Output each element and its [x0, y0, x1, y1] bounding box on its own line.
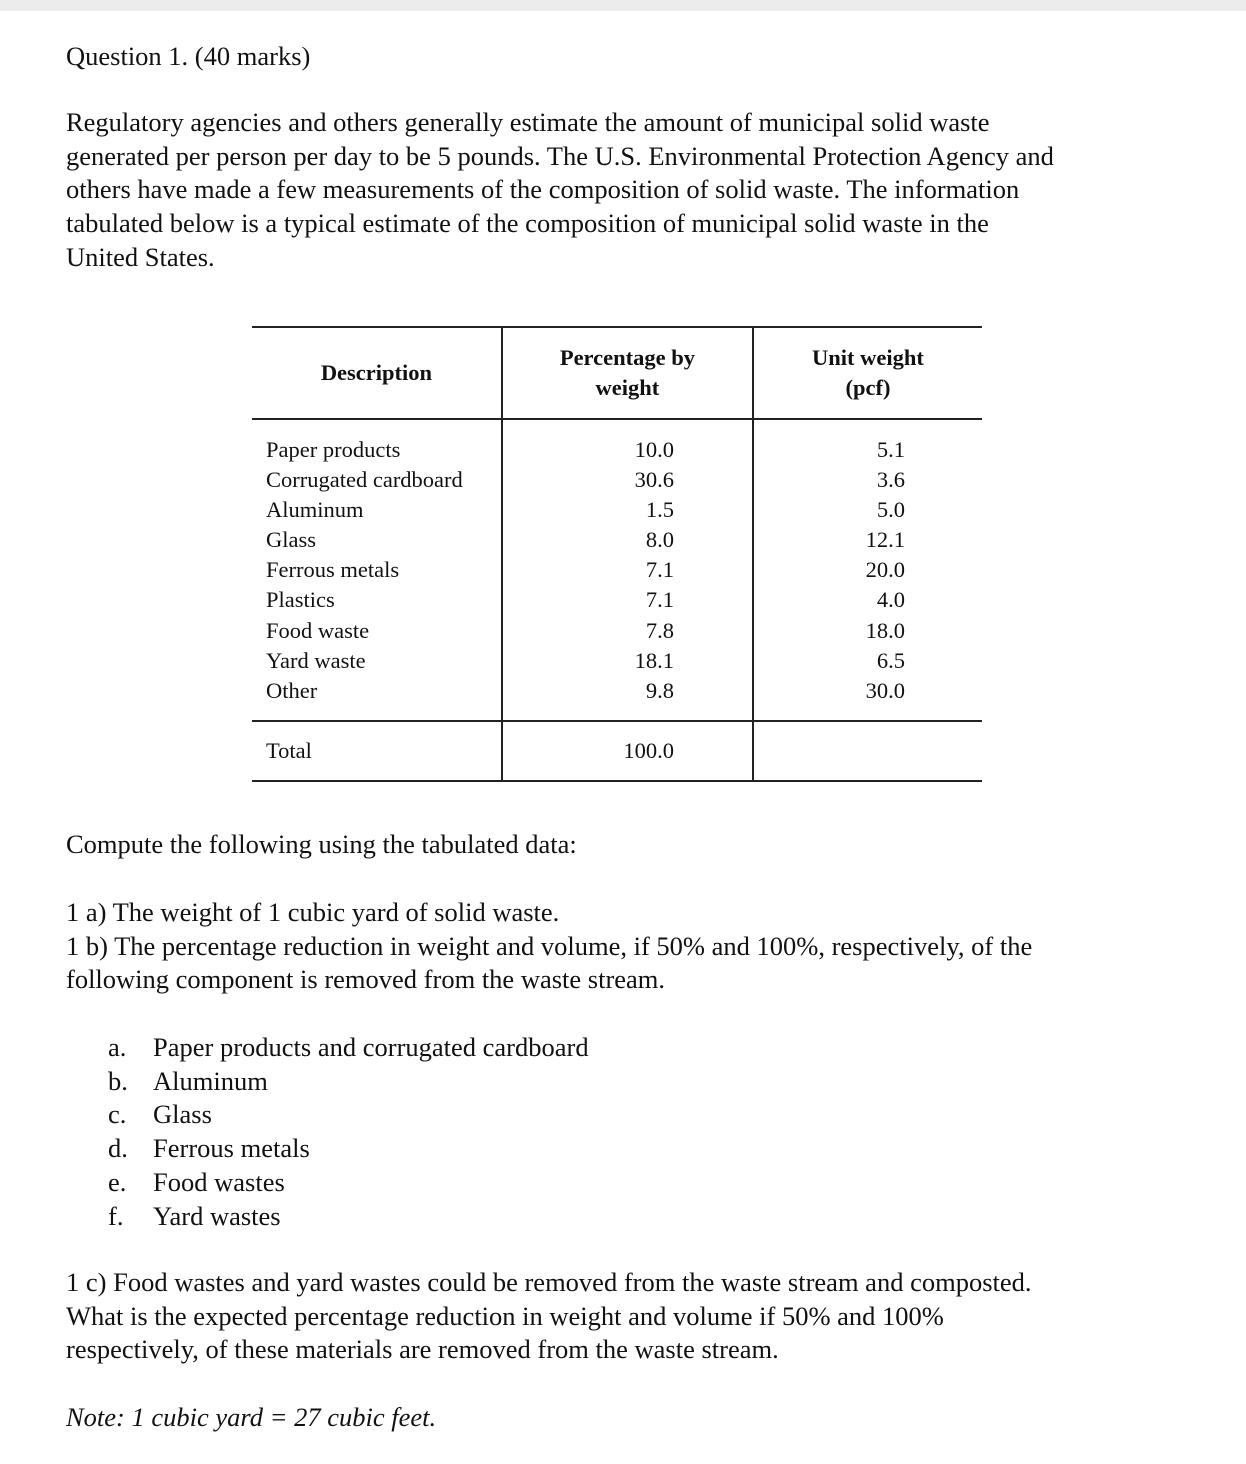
intro-line: Regulatory agencies and others generally estimate the amount of municipal solid waste	[66, 107, 990, 137]
list-text: Aluminum	[153, 1065, 268, 1096]
row-description: Plastics	[266, 587, 335, 613]
row-description: Yard waste	[266, 647, 366, 673]
table-row	[252, 555, 982, 585]
row-percent: 8.0	[502, 525, 753, 555]
compute-heading: Compute the following using the tabulated data:	[66, 829, 577, 859]
header-unit-weight	[753, 327, 982, 419]
table-row	[252, 676, 982, 721]
list-marker: e.	[108, 1166, 127, 1197]
question-1b-line: following component is removed from the waste stream.	[66, 964, 666, 995]
row-unit-weight: 20.0	[865, 557, 905, 583]
row-description: Ferrous metals	[266, 557, 400, 583]
list-text: Ferrous metals	[153, 1133, 310, 1164]
table-row	[252, 525, 982, 555]
total-label: Total	[252, 721, 502, 781]
intro-line: others have made a few measurements of the composition of solid waste. The information	[66, 174, 1020, 205]
row-unit-weight: 12.1	[865, 527, 905, 553]
intro-line: United States.	[66, 241, 215, 272]
table-row	[252, 646, 982, 676]
row-percent: 10.0	[502, 419, 753, 465]
row-description: Other	[266, 677, 318, 703]
question-1c-line: What is the expected percentage reduction in weight and volume if 50% and 100%	[66, 1300, 944, 1331]
row-description: Glass	[266, 527, 316, 553]
waste-composition-table	[252, 326, 982, 782]
list-text: Yard wastes	[153, 1200, 281, 1231]
list-marker: c.	[108, 1099, 127, 1130]
list-marker: a.	[108, 1032, 127, 1062]
question-title: Question 1. (40 marks)	[66, 41, 311, 71]
table-total-row	[252, 721, 982, 781]
row-percent: 7.8	[502, 616, 753, 646]
row-unit-weight: 6.5	[876, 647, 905, 673]
row-description: Corrugated cardboard	[266, 467, 463, 493]
row-percent: 18.1	[502, 646, 753, 676]
component-list	[108, 1031, 589, 1233]
question-1c-line: 1 c) Food wastes and yard wastes could be removed from the waste stream and composted.	[66, 1267, 1032, 1297]
row-description: Paper products	[266, 437, 401, 462]
row-percent: 30.6	[502, 465, 753, 495]
row-unit-weight: 4.0	[876, 587, 905, 613]
header-description: Description	[252, 327, 502, 419]
question-1c-line: respectively, of these materials are removed from the waste stream.	[66, 1334, 779, 1365]
top-bar	[0, 0, 1246, 11]
table-row	[252, 419, 982, 465]
header-unit-weight-label: Unit weight (pcf)	[812, 345, 924, 400]
total-unit-weight	[753, 721, 982, 781]
row-percent: 7.1	[502, 585, 753, 615]
row-description: Food waste	[266, 617, 370, 643]
table-row	[252, 495, 982, 525]
header-percentage-label: Percentage by weight	[559, 345, 695, 400]
list-text: Food wastes	[153, 1166, 285, 1197]
question-1b-line: 1 b) The percentage reduction in weight and volume, if 50% and 100%, respectively, of the	[66, 930, 1033, 961]
row-unit-weight: 5.1	[876, 437, 905, 462]
note: Note: 1 cubic yard = 27 cubic feet.	[66, 1402, 437, 1432]
intro-line: tabulated below is a typical estimate of the composition of municipal solid waste in the	[66, 208, 989, 239]
table-row	[252, 465, 982, 495]
list-text: Glass	[153, 1099, 212, 1130]
table-row	[252, 585, 982, 615]
row-unit-weight: 3.6	[876, 467, 905, 493]
table-row	[252, 616, 982, 646]
row-description: Aluminum	[266, 497, 364, 523]
table-body	[252, 419, 982, 721]
list-item	[108, 1166, 589, 1200]
list-text: Paper products and corrugated cardboard	[153, 1032, 589, 1062]
row-unit-weight: 30.0	[865, 677, 905, 703]
question-1a-1b	[66, 896, 1186, 997]
row-percent: 1.5	[502, 495, 753, 525]
total-percent: 100.0	[502, 721, 753, 781]
row-percent: 9.8	[502, 676, 753, 721]
list-item	[108, 1200, 589, 1234]
table-header-row	[252, 327, 982, 419]
intro-line: generated per person per day to be 5 pounds. The U.S. Environmental Protection Agency and	[66, 140, 1054, 171]
intro-paragraph	[66, 106, 1186, 275]
row-unit-weight: 5.0	[876, 497, 905, 523]
list-marker: d.	[108, 1133, 128, 1164]
list-item	[108, 1065, 589, 1099]
list-marker: f.	[108, 1200, 124, 1231]
row-unit-weight: 18.0	[865, 617, 905, 643]
list-item	[108, 1098, 589, 1132]
list-marker: b.	[108, 1065, 128, 1096]
list-item	[108, 1132, 589, 1166]
list-item	[108, 1031, 589, 1065]
row-percent: 7.1	[502, 555, 753, 585]
question-1c	[66, 1266, 1186, 1367]
header-percentage	[502, 327, 753, 419]
question-1a: 1 a) The weight of 1 cubic yard of solid waste.	[66, 897, 560, 927]
